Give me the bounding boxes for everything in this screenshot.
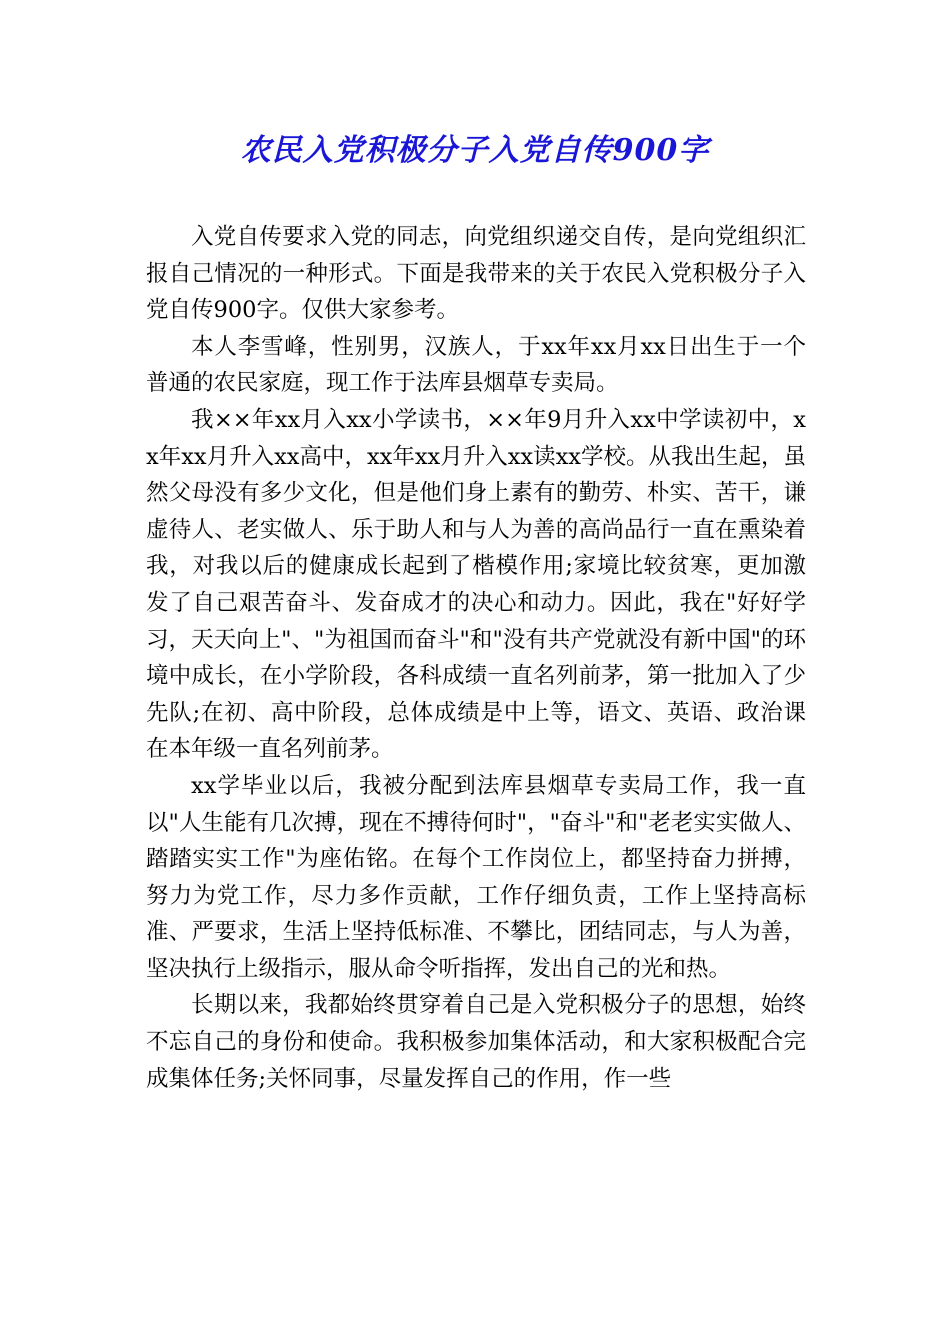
paragraph-long-term: 长期以来，我都始终贯穿着自己是入党积极分子的思想，始终不忘自己的身份和使命。我积极参加集体活动，和大家积极配合完成集体任务;关怀同事，尽量发挥自己的作用，作一些 xyxy=(146,992,806,1092)
paragraph-intro: 入党自传要求入党的同志，向党组织递交自传，是向党组织汇报自己情况的一种形式。下面是我带来的关于农民入党积极分子入党自传900字。仅供大家参考。 xyxy=(146,224,806,324)
paragraph-education: 我××年xx月入xx小学读书，××年9月升入xx中学读初中，xx年xx月升入xx高中，xx年xx月升入xx读xx学校。从我出生起，虽然父母没有多少文化，但是他们身上素有的勤劳、朴实、苦干，谦虚待人、老实做人、乐于助人和与人为善的高尚品行一直在熏染着我，对我以后的健康成长起到了楷模作用;家境比较贫寒，更加激发了自己艰苦奋斗、发奋成才的决心和动力。因此，我在"好好学习，天天向上"、"为祖国而奋斗"和"没有共产党就没有新中国"的环境中成长，在小学阶段，各科成绩一直名列前茅，第一批加入了少先队;在初、高中阶段，总体成绩是中上等，语文、英语、政治课在本年级一直名列前茅。 xyxy=(146,406,806,763)
document-body xyxy=(146,219,806,1097)
paragraph-work: xx学毕业以后，我被分配到法库县烟草专卖局工作，我一直以"人生能有几次搏，现在不搏待何时"，"奋斗"和"老老实实做人、踏踏实实工作"为座佑铭。在每个工作岗位上，都坚持奋力拼搏，努力为党工作，尽力多作贡献，工作仔细负责，工作上坚持高标准、严要求，生活上坚持低标准、不攀比，团结同志，与人为善，坚决执行上级指示，服从命令听指挥，发出自己的光和热。 xyxy=(146,772,806,982)
document-title: 农民入党积极分子入党自传900字 xyxy=(240,133,710,168)
paragraph-personal-info: 本人李雪峰，性别男，汉族人，于xx年xx月xx日出生于一个普通的农民家庭，现工作于法库县烟草专卖局。 xyxy=(146,333,806,397)
